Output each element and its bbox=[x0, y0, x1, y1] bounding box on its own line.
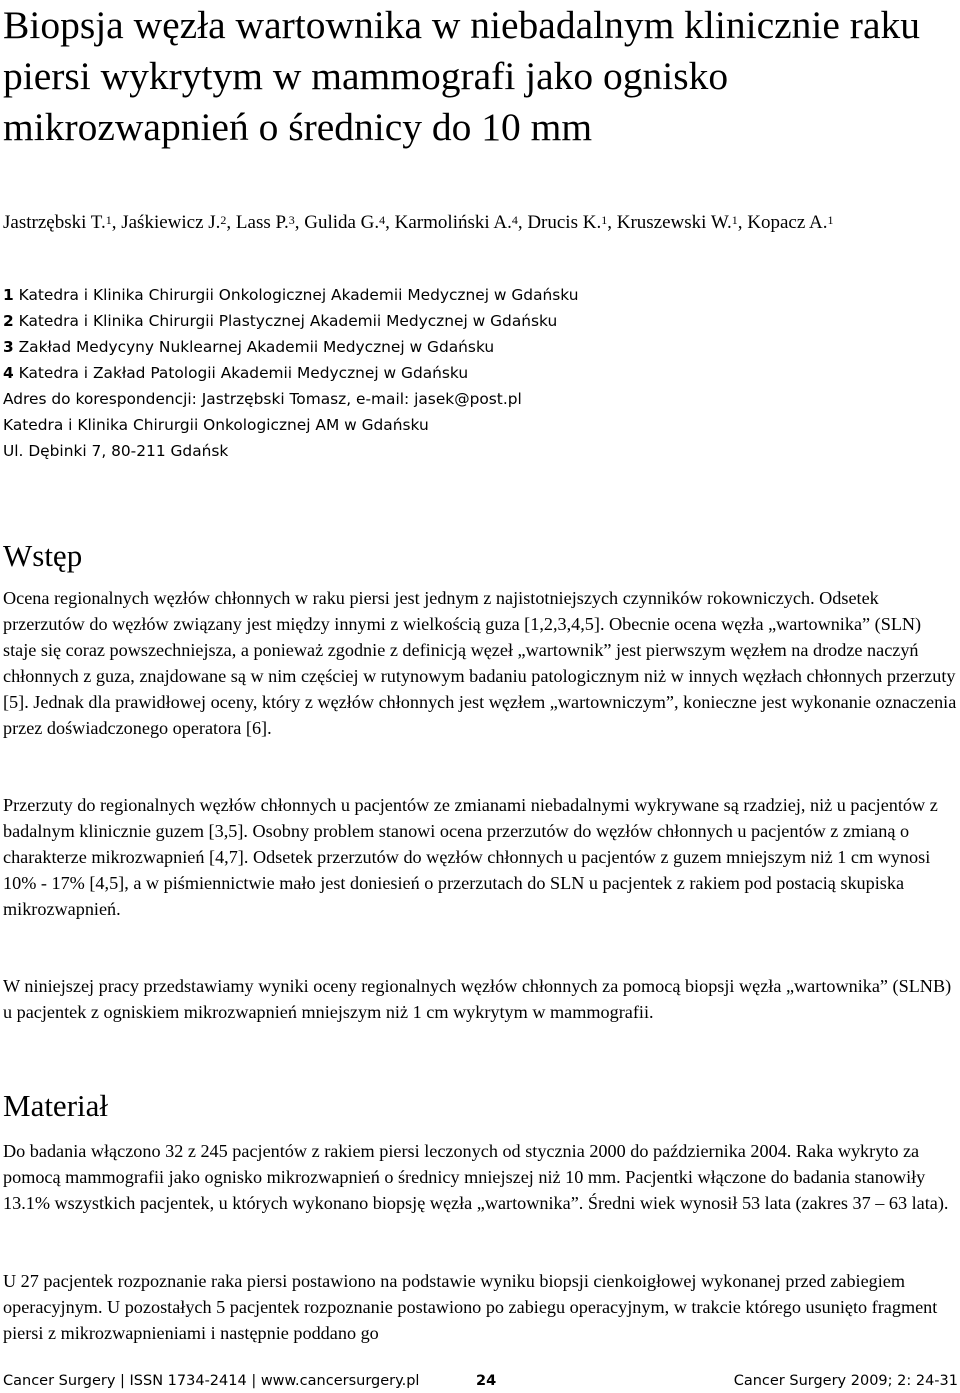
affiliation-marker: 2 bbox=[220, 213, 227, 227]
page-footer bbox=[3, 1370, 958, 1392]
affiliation-text: Katedra i Klinika Chirurgii Plastycznej Akademii Medycznej w Gdańsku bbox=[18, 312, 558, 330]
affiliation-item bbox=[3, 308, 953, 334]
author: Drucis K.$^1$ bbox=[527, 212, 608, 233]
affiliation-text: Katedra i Zakład Patologii Akademii Medycznej w Gdańsku bbox=[18, 364, 469, 382]
section-heading-introduction: Wstęp bbox=[3, 538, 83, 573]
paragraph: U 27 pacjentek rozpoznanie raka piersi postawiono na podstawie wyniku biopsji cienkoigłowej wykonanej przed zabiegiem operacyjnym. U pozostałych 5 pacjentek rozpoznanie postawiono po zabiegu operacyjnym, w trakcie którego usunięto fragment piersi z mikrozwapnieniami i następnie poddano go bbox=[3, 1271, 938, 1343]
author: Gulida G.$^4$ bbox=[304, 212, 386, 233]
affiliation-item bbox=[3, 334, 953, 360]
paragraph: Ocena regionalnych węzłów chłonnych w raku piersi jest jednym z najistotniejszych czynników rokowniczych. Odsetek przerzutów do węzłów związany jest między innymi z wielkością guza [1,2,3,4,5]. Obecnie ocena węzła „wartownika” (SLN) staje się coraz powszechniejsza, a ponieważ zgodnie z definicją węzeł „wartownik” jest pierwszym węzłem na drodze naczyń chłonnych z guza, znajdowane są w nim częściej w rutynowym badaniu patologicznym niż w innych węzłach chłonnych przerzuty [5]. Jednak dla prawidłowej oceny, który z węzłów chłonnych jest węzłem „wartowniczym”, konieczne jest wykonanie oznaczenia przez doświadczonego operatora [6]. bbox=[3, 588, 957, 738]
author: Jastrzębski T.$^1$ bbox=[3, 212, 112, 233]
author: Lass P.$^3$ bbox=[235, 212, 295, 233]
author-list: Jastrzębski T.$^1$, Jaśkiewicz J.$^2$, Lass P.$^3$, Gulida G.$^4$, Karmoliński A.$^4$, Drucis K.$^1$, Kruszewski W.$^1$, Kopacz A.$^1$ bbox=[3, 212, 834, 233]
author: Karmoliński A.$^4$ bbox=[394, 212, 518, 233]
affiliation-marker: 3 bbox=[288, 213, 295, 227]
journal-info: Cancer Surgery | ISSN 1734-2414 | www.cancersurgery.pl bbox=[3, 1373, 420, 1389]
affiliation-marker: 4 bbox=[511, 213, 518, 227]
affiliation-number: 1 bbox=[3, 286, 14, 304]
citation-info: Cancer Surgery 2009; 2: 24-31 bbox=[733, 1373, 958, 1389]
affiliation-marker: 1 bbox=[105, 213, 112, 227]
affiliation-item bbox=[3, 282, 953, 308]
page-number: 24 bbox=[476, 1373, 497, 1389]
paragraph: Przerzuty do regionalnych węzłów chłonnych u pacjentów ze zmianami niebadalnymi wykrywane są rzadziej, niż u pacjentów z badalnym klinicznie guzem [3,5]. Osobny problem stanowi ocena przerzutów do węzłów chłonnych u pacjentów z zmianą o charakterze mikrozwapnień [4,7]. Odsetek przerzutów do węzłów chłonnych u pacjentów z guzem mniejszym niż 1 cm wynosi 10% - 17% [4,5], a w piśmiennictwie mało jest doniesień o przerzutach do SLN u pacjentek z rakiem pod postacią skupiska mikrozwapnień. bbox=[3, 795, 938, 919]
affiliation-text: Katedra i Klinika Chirurgii Onkologicznej Akademii Medycznej w Gdańsku bbox=[18, 286, 579, 304]
paragraph: Do badania włączono 32 z 245 pacjentów z rakiem piersi leczonych od stycznia 2000 do października 2004. Raka wykryto za pomocą mammografii jako ognisko mikrozwapnień o średnicy mniejszej niż 10 mm. Pacjentki włączone do badania stanowiły 13.1% wszystkich pacjentek, u których wykonano biopsję węzła „wartownika”. Średni wiek wynosił 53 lata (zakres 37 – 63 lata). bbox=[3, 1141, 949, 1213]
correspondence-line: Ul. Dębinki 7, 80-211 Gdańsk bbox=[3, 442, 229, 460]
affiliation-marker: 1 bbox=[601, 213, 608, 227]
author: Jaśkiewicz J.$^2$ bbox=[121, 212, 227, 233]
author: Kopacz A.$^1$ bbox=[747, 212, 834, 233]
affiliation-marker: 1 bbox=[827, 213, 834, 227]
article-title: Biopsja węzła wartownika w niebadalnym klinicznie raku piersi wykrytym w mammografi jako ognisko mikrozwapnień o średnicy do 10 mm bbox=[3, 3, 920, 149]
paragraph: W niniejszej pracy przedstawiamy wyniki oceny regionalnych węzłów chłonnych za pomocą biopsji węzła „wartownika” (SLNB) u pacjentek z ogniskiem mikrozwapnień mniejszym niż 1 cm wykrytym w mammografii. bbox=[3, 976, 952, 1022]
affiliation-number: 4 bbox=[3, 364, 14, 382]
correspondence-line: Katedra i Klinika Chirurgii Onkologicznej AM w Gdańsku bbox=[3, 416, 429, 434]
affiliation-number: 2 bbox=[3, 312, 14, 330]
section-heading-material: Materiał bbox=[3, 1088, 109, 1123]
correspondence-line: Adres do korespondencji: Jastrzębski Tomasz, e-mail: jasek@post.pl bbox=[3, 390, 522, 408]
affiliations-block bbox=[3, 282, 953, 464]
affiliation-text: Zakład Medycyny Nuklearnej Akademii Medycznej w Gdańsku bbox=[18, 338, 495, 356]
author: Kruszewski W.$^1$ bbox=[616, 212, 738, 233]
affiliation-marker: 4 bbox=[379, 213, 386, 227]
affiliation-item bbox=[3, 360, 953, 386]
affiliation-marker: 1 bbox=[731, 213, 738, 227]
affiliation-number: 3 bbox=[3, 338, 14, 356]
